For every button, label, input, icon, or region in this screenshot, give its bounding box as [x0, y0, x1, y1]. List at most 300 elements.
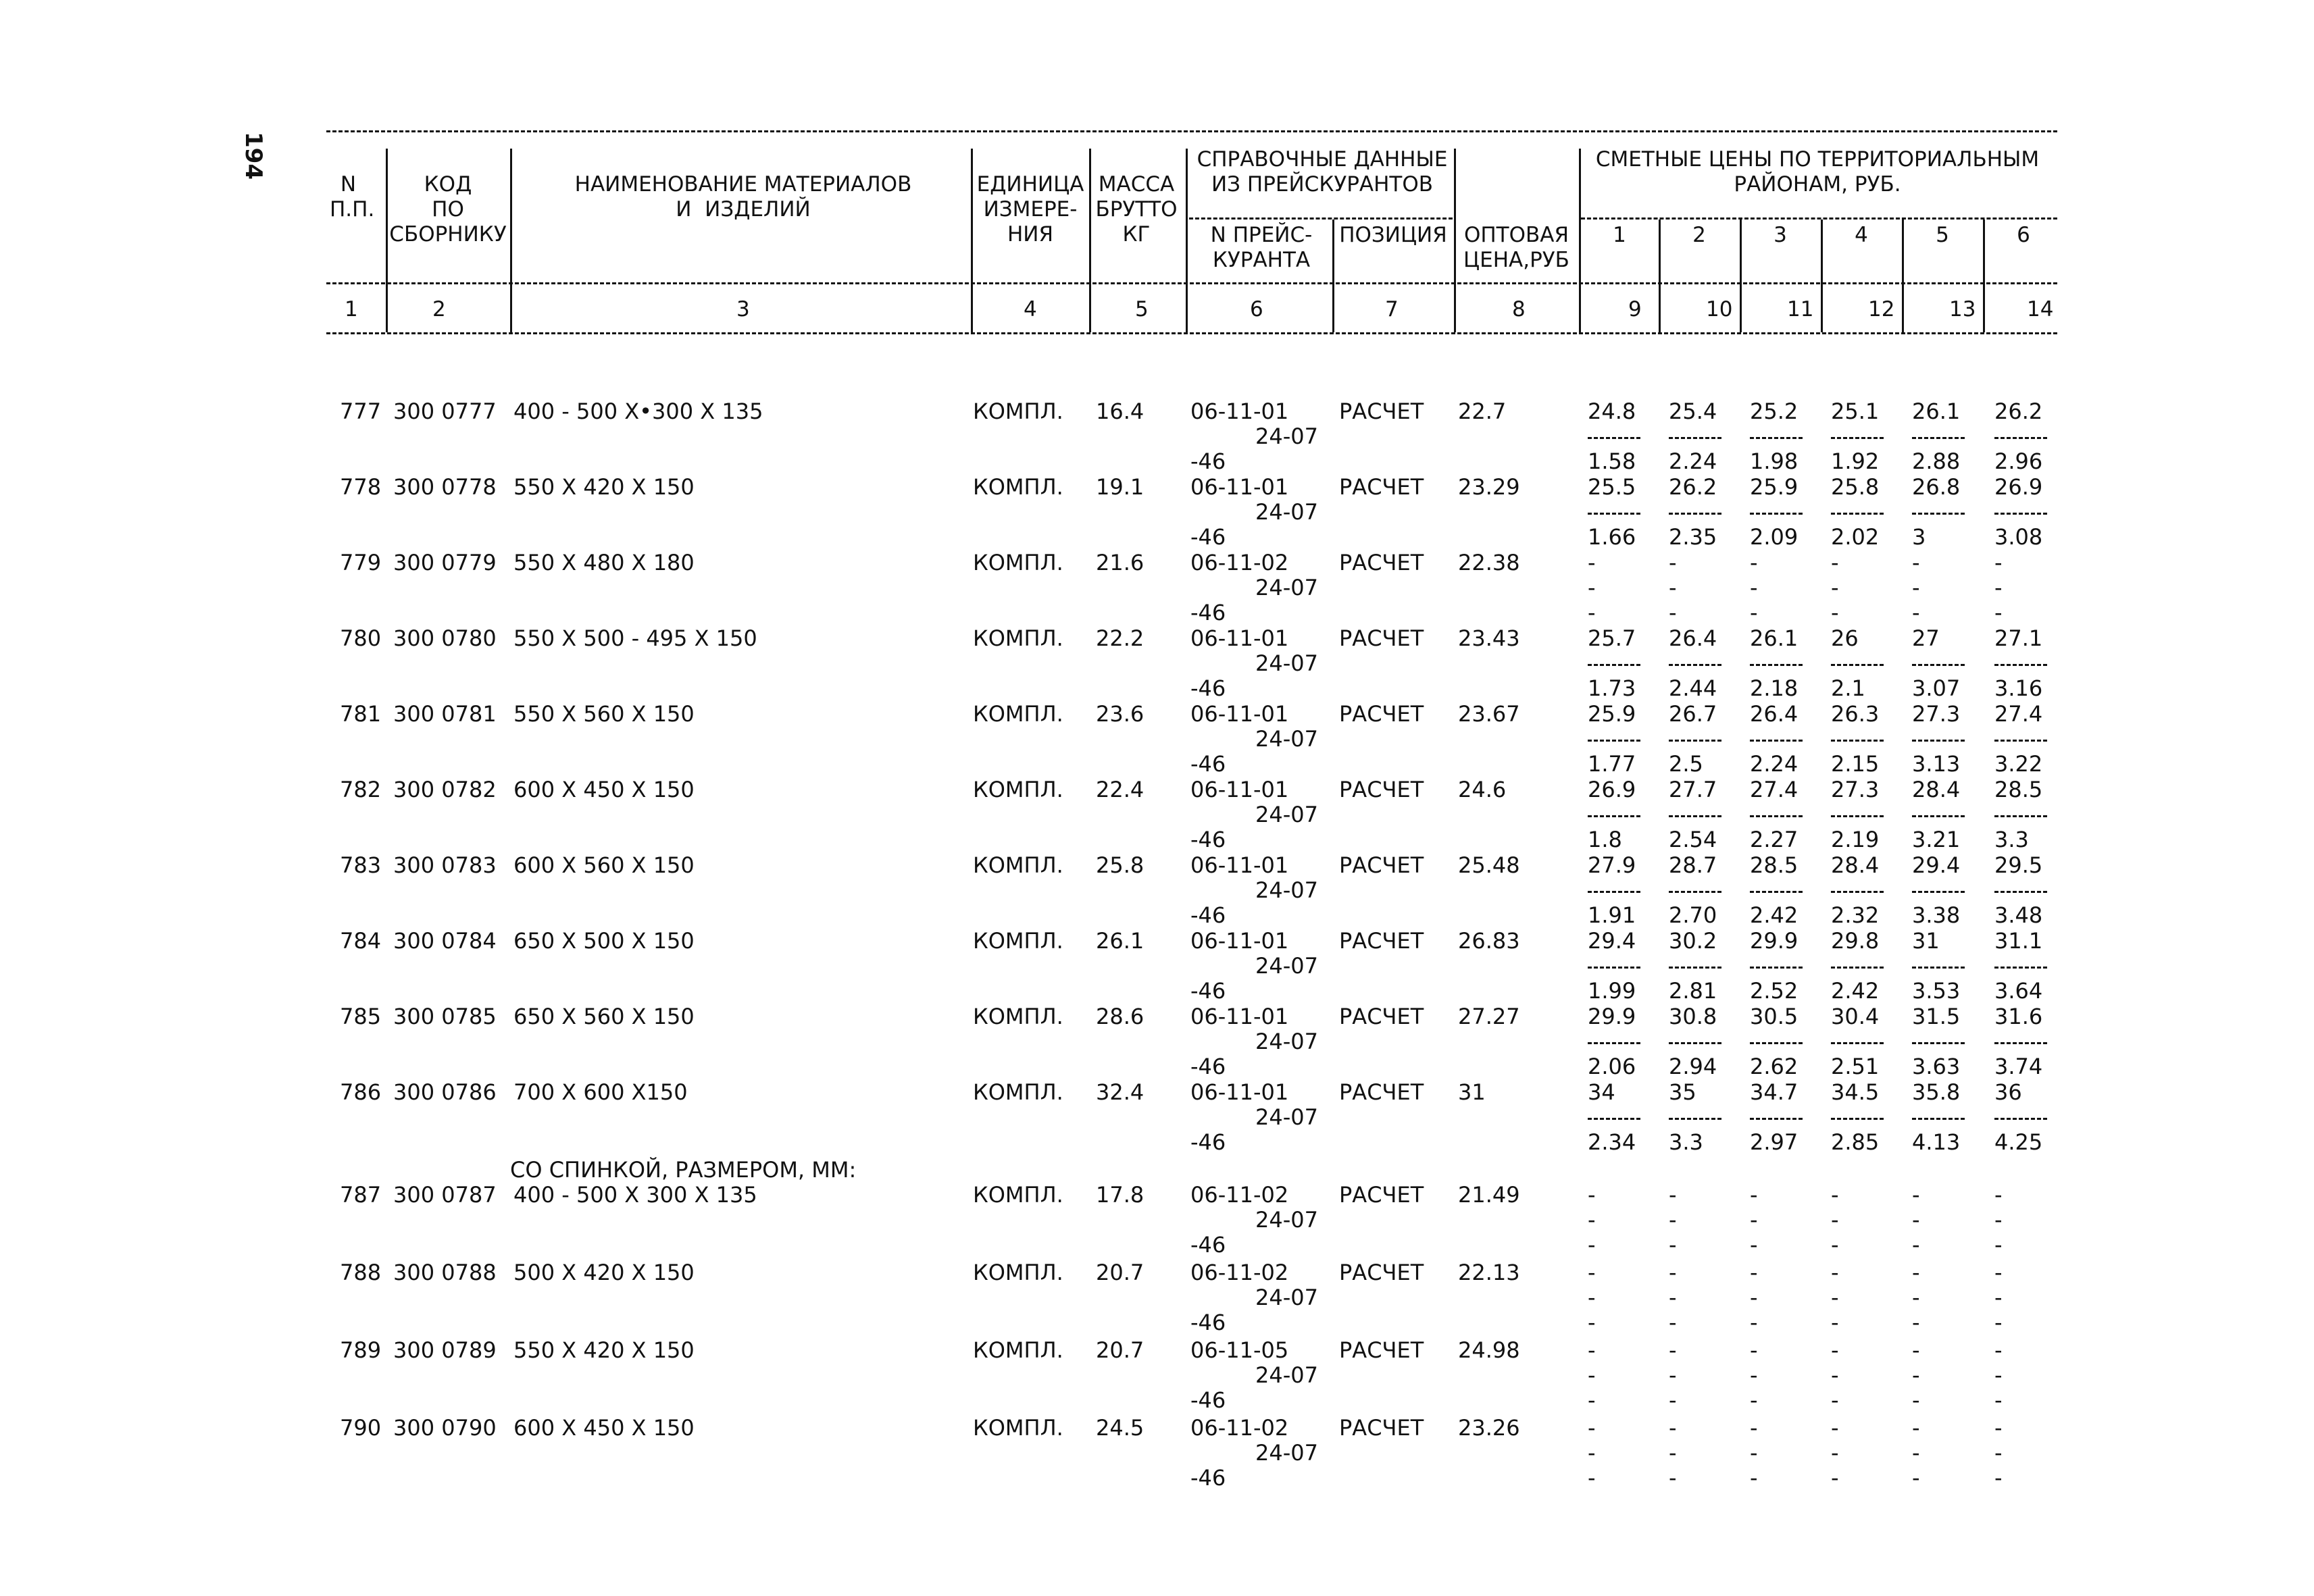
row-region-price: 34.7 — [1750, 1079, 1799, 1105]
row-fraction-line — [1912, 967, 1965, 969]
row-region-price: - — [1588, 1260, 1596, 1285]
row-region-price: - — [1588, 1182, 1596, 1208]
row-region-index: 3.48 — [1994, 902, 2043, 928]
row-region-index: 3.63 — [1912, 1054, 1961, 1079]
row-number: 781 — [340, 701, 382, 727]
row-unit: КОМПЛ. — [973, 398, 1063, 424]
row-mass: 21.6 — [1096, 550, 1145, 575]
row-region-index: 1.99 — [1588, 978, 1636, 1004]
row-fraction-line — [1994, 664, 2047, 666]
row-region-price: 31.6 — [1994, 1004, 2043, 1029]
row-pricelist-2: 24-07 — [1255, 1104, 1318, 1130]
row-wholesale: 22.7 — [1458, 398, 1507, 424]
row-region-price: 26.2 — [1669, 474, 1717, 500]
row-region-index: 1.98 — [1750, 448, 1799, 474]
row-pricelist-2: 24-07 — [1255, 1029, 1318, 1054]
row-region-price: - — [1994, 1182, 2003, 1208]
row-unit: КОМПЛ. — [973, 701, 1063, 727]
row-region-price: 27.7 — [1669, 777, 1717, 802]
row-fraction-line — [1669, 891, 1721, 893]
row-pricelist-2: 24-07 — [1255, 726, 1318, 752]
row-pricelist-3: -46 — [1190, 1129, 1226, 1155]
row-name: 550 X 560 X 150 — [513, 701, 695, 727]
row-region-price: 31.5 — [1912, 1004, 1961, 1029]
row-region-mid: - — [1750, 1362, 1758, 1388]
row-region-mid: - — [1994, 1207, 2003, 1233]
row-region-mid: - — [1831, 1285, 1839, 1310]
header-region-col: 5 — [1936, 223, 1949, 247]
row-region-price: 26.4 — [1750, 701, 1799, 727]
row-region-index: 2.88 — [1912, 448, 1961, 474]
row-fraction-line — [1750, 1042, 1803, 1044]
row-unit: КОМПЛ. — [973, 1260, 1063, 1285]
column-number: 6 — [1250, 297, 1263, 321]
row-region-index: - — [1994, 600, 2003, 625]
row-region-index: 2.34 — [1588, 1129, 1636, 1155]
row-pricelist-3: -46 — [1190, 1310, 1226, 1335]
row-region-mid: - — [1750, 1207, 1758, 1233]
row-region-price: - — [1831, 550, 1839, 575]
row-region-price: 26.7 — [1669, 701, 1717, 727]
row-region-index: 2.62 — [1750, 1054, 1799, 1079]
row-pricelist: 06-11-02 — [1190, 1182, 1289, 1208]
row-region-index: - — [1669, 1387, 1677, 1413]
row-region-index: 3.16 — [1994, 675, 2043, 701]
row-fraction-line — [1588, 1042, 1640, 1044]
row-region-index: 2.35 — [1669, 524, 1717, 550]
row-unit: КОМПЛ. — [973, 777, 1063, 802]
row-region-index: 2.18 — [1750, 675, 1799, 701]
page-number: 194 — [240, 132, 267, 180]
row-fraction-line — [1994, 815, 2047, 817]
row-wholesale: 27.27 — [1458, 1004, 1520, 1029]
row-region-index: - — [1669, 1232, 1677, 1258]
row-region-price: 27.9 — [1588, 852, 1636, 878]
row-region-index: 3.53 — [1912, 978, 1961, 1004]
row-pricelist: 06-11-01 — [1190, 701, 1289, 727]
row-region-price: 26.9 — [1994, 474, 2043, 500]
row-region-price: - — [1912, 1415, 1920, 1441]
row-fraction-line — [1831, 664, 1884, 666]
row-number: 779 — [340, 550, 382, 575]
row-region-price: - — [1912, 1260, 1920, 1285]
row-region-index: 3.3 — [1669, 1129, 1703, 1155]
row-fraction-line — [1669, 664, 1721, 666]
row-code: 300 0778 — [393, 474, 497, 500]
row-fraction-line — [1669, 1118, 1721, 1120]
row-region-mid: - — [1669, 1440, 1677, 1466]
row-fraction-line — [1588, 967, 1640, 969]
row-region-price: - — [1831, 1415, 1839, 1441]
row-pricelist: 06-11-02 — [1190, 1415, 1289, 1441]
row-region-price: 34 — [1588, 1079, 1615, 1105]
row-pricelist-3: -46 — [1190, 1465, 1226, 1491]
row-unit: КОМПЛ. — [973, 928, 1063, 954]
row-region-index: 3.21 — [1912, 827, 1961, 852]
row-region-price: 26.4 — [1669, 625, 1717, 651]
header-vsep — [971, 149, 973, 332]
row-position: РАСЧЕТ — [1339, 1004, 1424, 1029]
row-pricelist-2: 24-07 — [1255, 1207, 1318, 1233]
row-region-mid: - — [1912, 1440, 1920, 1466]
row-name: 550 X 480 X 180 — [513, 550, 695, 575]
row-region-mid: - — [1669, 1362, 1677, 1388]
row-region-index: - — [1912, 1232, 1920, 1258]
row-fraction-line — [1750, 513, 1803, 515]
header-unit: ЕДИНИЦА ИЗМЕРЕ- НИЯ — [976, 172, 1084, 247]
header-vsep — [1454, 149, 1456, 332]
row-region-price: - — [1750, 1260, 1758, 1285]
row-fraction-line — [1831, 891, 1884, 893]
row-fraction-line — [1588, 1118, 1640, 1120]
row-region-price: 24.8 — [1588, 398, 1636, 424]
row-pricelist-2: 24-07 — [1255, 650, 1318, 676]
row-region-price: - — [1750, 550, 1758, 575]
row-name: 550 X 500 - 495 X 150 — [513, 625, 757, 651]
header-vsep — [1332, 220, 1334, 332]
row-mass: 26.1 — [1096, 928, 1145, 954]
row-region-index: - — [1831, 1465, 1839, 1491]
header-name: НАИМЕНОВАНИЕ МАТЕРИАЛОВ И ИЗДЕЛИЙ — [574, 172, 912, 222]
row-region-mid: - — [1588, 575, 1596, 600]
header-ref-pos: ПОЗИЦИЯ — [1339, 223, 1447, 247]
row-mass: 19.1 — [1096, 474, 1145, 500]
row-mass: 20.7 — [1096, 1337, 1145, 1363]
row-wholesale: 31 — [1458, 1079, 1486, 1105]
row-region-price: 27 — [1912, 625, 1940, 651]
row-position: РАСЧЕТ — [1339, 777, 1424, 802]
row-region-price: 27.1 — [1994, 625, 2043, 651]
row-fraction-line — [1831, 437, 1884, 439]
row-pricelist: 06-11-02 — [1190, 1260, 1289, 1285]
row-region-price: 26.1 — [1912, 398, 1961, 424]
header-region-col: 3 — [1774, 223, 1787, 247]
row-pricelist-3: -46 — [1190, 902, 1226, 928]
row-code: 300 0779 — [393, 550, 497, 575]
row-number: 780 — [340, 625, 382, 651]
row-pricelist-2: 24-07 — [1255, 1285, 1318, 1310]
row-region-mid: - — [1588, 1440, 1596, 1466]
row-position: РАСЧЕТ — [1339, 1182, 1424, 1208]
row-name: 650 X 500 X 150 — [513, 928, 695, 954]
row-region-index: 2.81 — [1669, 978, 1717, 1004]
row-region-price: 25.8 — [1831, 474, 1880, 500]
header-ref-n: N ПРЕЙС- КУРАНТА — [1210, 223, 1313, 272]
row-region-price: 25.1 — [1831, 398, 1880, 424]
row-mass: 25.8 — [1096, 852, 1145, 878]
row-fraction-line — [1831, 1042, 1884, 1044]
row-code: 300 0786 — [393, 1079, 497, 1105]
header-regions: СМЕТНЫЕ ЦЕНЫ ПО ТЕРРИТОРИАЛЬНЫМ РАЙОНАМ, РУБ. — [1595, 147, 2040, 197]
row-region-index: 2.42 — [1831, 978, 1880, 1004]
row-region-index: 2.02 — [1831, 524, 1880, 550]
row-region-price: 28.5 — [1994, 777, 2043, 802]
row-code: 300 0788 — [393, 1260, 497, 1285]
row-region-mid: - — [1669, 575, 1677, 600]
header-ref-rule — [1189, 217, 1453, 220]
row-mass: 22.2 — [1096, 625, 1145, 651]
row-region-index: 3 — [1912, 524, 1926, 550]
row-pricelist: 06-11-01 — [1190, 1004, 1289, 1029]
row-fraction-line — [1750, 664, 1803, 666]
row-unit: КОМПЛ. — [973, 1182, 1063, 1208]
row-region-price: 29.9 — [1588, 1004, 1636, 1029]
row-fraction-line — [1588, 664, 1640, 666]
row-pricelist-3: -46 — [1190, 978, 1226, 1004]
row-fraction-line — [1588, 740, 1640, 742]
row-region-index: 2.24 — [1750, 751, 1799, 777]
row-fraction-line — [1750, 437, 1803, 439]
header-vsep — [1983, 220, 1985, 332]
header-mass: МАССА БРУТТО КГ — [1095, 172, 1178, 247]
row-number: 788 — [340, 1260, 382, 1285]
row-name: 600 X 450 X 150 — [513, 1415, 695, 1441]
column-number: 3 — [736, 297, 750, 321]
row-region-price: 25.7 — [1588, 625, 1636, 651]
row-mass: 22.4 — [1096, 777, 1145, 802]
column-number: 12 — [1868, 297, 1895, 321]
row-fraction-line — [1669, 513, 1721, 515]
row-region-index: 2.96 — [1994, 448, 2043, 474]
row-position: РАСЧЕТ — [1339, 625, 1424, 651]
row-region-index: 3.74 — [1994, 1054, 2043, 1079]
row-region-price: 25.2 — [1750, 398, 1799, 424]
row-region-price: - — [1669, 550, 1677, 575]
row-unit: КОМПЛ. — [973, 852, 1063, 878]
row-mass: 20.7 — [1096, 1260, 1145, 1285]
header-vsep — [1659, 220, 1661, 332]
row-region-index: - — [1912, 600, 1920, 625]
row-region-index: - — [1831, 1232, 1839, 1258]
row-pricelist: 06-11-01 — [1190, 398, 1289, 424]
subheading: СО СПИНКОЙ, РАЗМЕРОМ, ММ: — [510, 1157, 857, 1183]
row-name: 600 X 450 X 150 — [513, 777, 695, 802]
header-region-col: 4 — [1855, 223, 1868, 247]
row-fraction-line — [1912, 1118, 1965, 1120]
row-region-index: - — [1750, 1232, 1758, 1258]
header-vsep — [510, 149, 512, 332]
row-code: 300 0789 — [393, 1337, 497, 1363]
row-region-price: - — [1994, 550, 2003, 575]
row-region-mid: - — [1831, 1207, 1839, 1233]
row-region-index: 2.06 — [1588, 1054, 1636, 1079]
column-number: 7 — [1385, 297, 1399, 321]
header-col-rule — [326, 282, 2057, 284]
row-region-price: - — [1588, 550, 1596, 575]
row-pricelist-2: 24-07 — [1255, 802, 1318, 827]
column-number: 11 — [1787, 297, 1814, 321]
row-region-price: 25.4 — [1669, 398, 1717, 424]
row-fraction-line — [1750, 1118, 1803, 1120]
row-fraction-line — [1831, 513, 1884, 515]
row-region-index: 4.13 — [1912, 1129, 1961, 1155]
row-position: РАСЧЕТ — [1339, 701, 1424, 727]
row-fraction-line — [1912, 513, 1965, 515]
row-region-price: 29.4 — [1588, 928, 1636, 954]
column-number: 9 — [1628, 297, 1642, 321]
row-region-index: - — [1588, 1310, 1596, 1335]
row-fraction-line — [1669, 740, 1721, 742]
header-ref: СПРАВОЧНЫЕ ДАННЫЕ ИЗ ПРЕЙСКУРАНТОВ — [1197, 147, 1448, 197]
row-region-mid: - — [1588, 1285, 1596, 1310]
header-vsep — [1902, 220, 1904, 332]
row-region-index: 2.44 — [1669, 675, 1717, 701]
header-bottom-rule — [326, 332, 2057, 334]
row-pricelist: 06-11-01 — [1190, 625, 1289, 651]
row-fraction-line — [1912, 437, 1965, 439]
row-number: 790 — [340, 1415, 382, 1441]
column-number: 4 — [1024, 297, 1037, 321]
row-fraction-line — [1669, 437, 1721, 439]
row-region-index: - — [1912, 1465, 1920, 1491]
row-position: РАСЧЕТ — [1339, 1260, 1424, 1285]
row-region-price: 29.8 — [1831, 928, 1880, 954]
row-pricelist: 06-11-05 — [1190, 1337, 1289, 1363]
row-region-index: - — [1588, 1465, 1596, 1491]
row-region-index: 2.32 — [1831, 902, 1880, 928]
row-region-price: 25.9 — [1588, 701, 1636, 727]
row-region-price: 28.4 — [1831, 852, 1880, 878]
row-region-price: 27.3 — [1912, 701, 1961, 727]
row-fraction-line — [1750, 891, 1803, 893]
row-name: 500 X 420 X 150 — [513, 1260, 695, 1285]
row-fraction-line — [1912, 815, 1965, 817]
row-region-mid: - — [1669, 1285, 1677, 1310]
row-region-index: 1.58 — [1588, 448, 1636, 474]
row-name: 650 X 560 X 150 — [513, 1004, 695, 1029]
row-region-index: 2.42 — [1750, 902, 1799, 928]
row-position: РАСЧЕТ — [1339, 852, 1424, 878]
row-pricelist: 06-11-01 — [1190, 852, 1289, 878]
row-pricelist-2: 24-07 — [1255, 877, 1318, 903]
row-region-price: - — [1669, 1415, 1677, 1441]
row-pricelist-2: 24-07 — [1255, 1362, 1318, 1388]
row-region-index: 2.5 — [1669, 751, 1703, 777]
row-region-index: 2.70 — [1669, 902, 1717, 928]
row-region-price: - — [1750, 1182, 1758, 1208]
row-name: 400 - 500 X 300 X 135 — [513, 1182, 757, 1208]
row-pricelist: 06-11-01 — [1190, 474, 1289, 500]
row-region-index: - — [1669, 1465, 1677, 1491]
row-region-price: 28.5 — [1750, 852, 1799, 878]
row-region-index: 2.19 — [1831, 827, 1880, 852]
row-pricelist-2: 24-07 — [1255, 953, 1318, 979]
row-fraction-line — [1750, 815, 1803, 817]
row-pricelist: 06-11-01 — [1190, 1079, 1289, 1105]
row-region-price: 26.8 — [1912, 474, 1961, 500]
row-wholesale: 23.67 — [1458, 701, 1520, 727]
row-region-index: - — [1750, 1465, 1758, 1491]
row-wholesale: 23.43 — [1458, 625, 1520, 651]
row-region-price: 35.8 — [1912, 1079, 1961, 1105]
row-region-price: 28.7 — [1669, 852, 1717, 878]
row-fraction-line — [1994, 740, 2047, 742]
row-region-index: 1.77 — [1588, 751, 1636, 777]
row-region-index: 2.27 — [1750, 827, 1799, 852]
row-mass: 23.6 — [1096, 701, 1145, 727]
header-vsep — [1579, 149, 1581, 332]
row-region-price: 30.2 — [1669, 928, 1717, 954]
row-region-index: 3.64 — [1994, 978, 2043, 1004]
row-region-mid: - — [1994, 1440, 2003, 1466]
row-number: 784 — [340, 928, 382, 954]
row-region-index: - — [1994, 1387, 2003, 1413]
header-top-rule — [326, 130, 2057, 132]
row-region-index: - — [1750, 600, 1758, 625]
row-pricelist-3: -46 — [1190, 1054, 1226, 1079]
row-region-index: 1.92 — [1831, 448, 1880, 474]
row-region-index: - — [1994, 1310, 2003, 1335]
row-wholesale: 22.13 — [1458, 1260, 1520, 1285]
row-region-index: - — [1750, 1310, 1758, 1335]
row-number: 777 — [340, 398, 382, 424]
row-pricelist-3: -46 — [1190, 524, 1226, 550]
row-pricelist: 06-11-01 — [1190, 777, 1289, 802]
row-region-index: 2.94 — [1669, 1054, 1717, 1079]
row-region-price: - — [1669, 1337, 1677, 1363]
row-wholesale: 25.48 — [1458, 852, 1520, 878]
row-fraction-line — [1994, 967, 2047, 969]
row-mass: 28.6 — [1096, 1004, 1145, 1029]
header-vsep — [1740, 220, 1742, 332]
row-position: РАСЧЕТ — [1339, 928, 1424, 954]
row-region-index: 3.08 — [1994, 524, 2043, 550]
row-number: 789 — [340, 1337, 382, 1363]
row-unit: КОМПЛ. — [973, 1415, 1063, 1441]
row-fraction-line — [1912, 740, 1965, 742]
row-mass: 24.5 — [1096, 1415, 1145, 1441]
row-fraction-line — [1912, 1042, 1965, 1044]
row-region-price: 31.1 — [1994, 928, 2043, 954]
row-region-price: 29.5 — [1994, 852, 2043, 878]
row-code: 300 0780 — [393, 625, 497, 651]
row-region-price: - — [1831, 1260, 1839, 1285]
row-region-index: 4.25 — [1994, 1129, 2043, 1155]
row-region-mid: - — [1912, 575, 1920, 600]
row-region-mid: - — [1750, 1440, 1758, 1466]
row-region-price: - — [1831, 1182, 1839, 1208]
row-region-index: 3.13 — [1912, 751, 1961, 777]
row-wholesale: 22.38 — [1458, 550, 1520, 575]
row-pricelist-3: -46 — [1190, 675, 1226, 701]
row-region-price: 28.4 — [1912, 777, 1961, 802]
row-number: 787 — [340, 1182, 382, 1208]
row-region-index: - — [1912, 1310, 1920, 1335]
row-number: 778 — [340, 474, 382, 500]
row-wholesale: 23.26 — [1458, 1415, 1520, 1441]
row-fraction-line — [1588, 513, 1640, 515]
row-unit: КОМПЛ. — [973, 474, 1063, 500]
row-region-index: - — [1831, 1387, 1839, 1413]
column-number: 5 — [1135, 297, 1149, 321]
row-position: РАСЧЕТ — [1339, 398, 1424, 424]
row-pricelist-2: 24-07 — [1255, 575, 1318, 600]
row-pricelist-3: -46 — [1190, 751, 1226, 777]
row-region-mid: - — [1669, 1207, 1677, 1233]
row-region-mid: - — [1994, 575, 2003, 600]
row-region-price: 36 — [1994, 1079, 2022, 1105]
row-region-index: - — [1669, 600, 1677, 625]
column-number: 10 — [1706, 297, 1733, 321]
row-region-price: 25.9 — [1750, 474, 1799, 500]
row-region-price: 25.5 — [1588, 474, 1636, 500]
row-region-price: 31 — [1912, 928, 1940, 954]
header-n: N П.П. — [330, 172, 375, 222]
row-code: 300 0784 — [393, 928, 497, 954]
row-region-index: 1.91 — [1588, 902, 1636, 928]
row-region-index: 1.73 — [1588, 675, 1636, 701]
row-fraction-line — [1994, 1042, 2047, 1044]
